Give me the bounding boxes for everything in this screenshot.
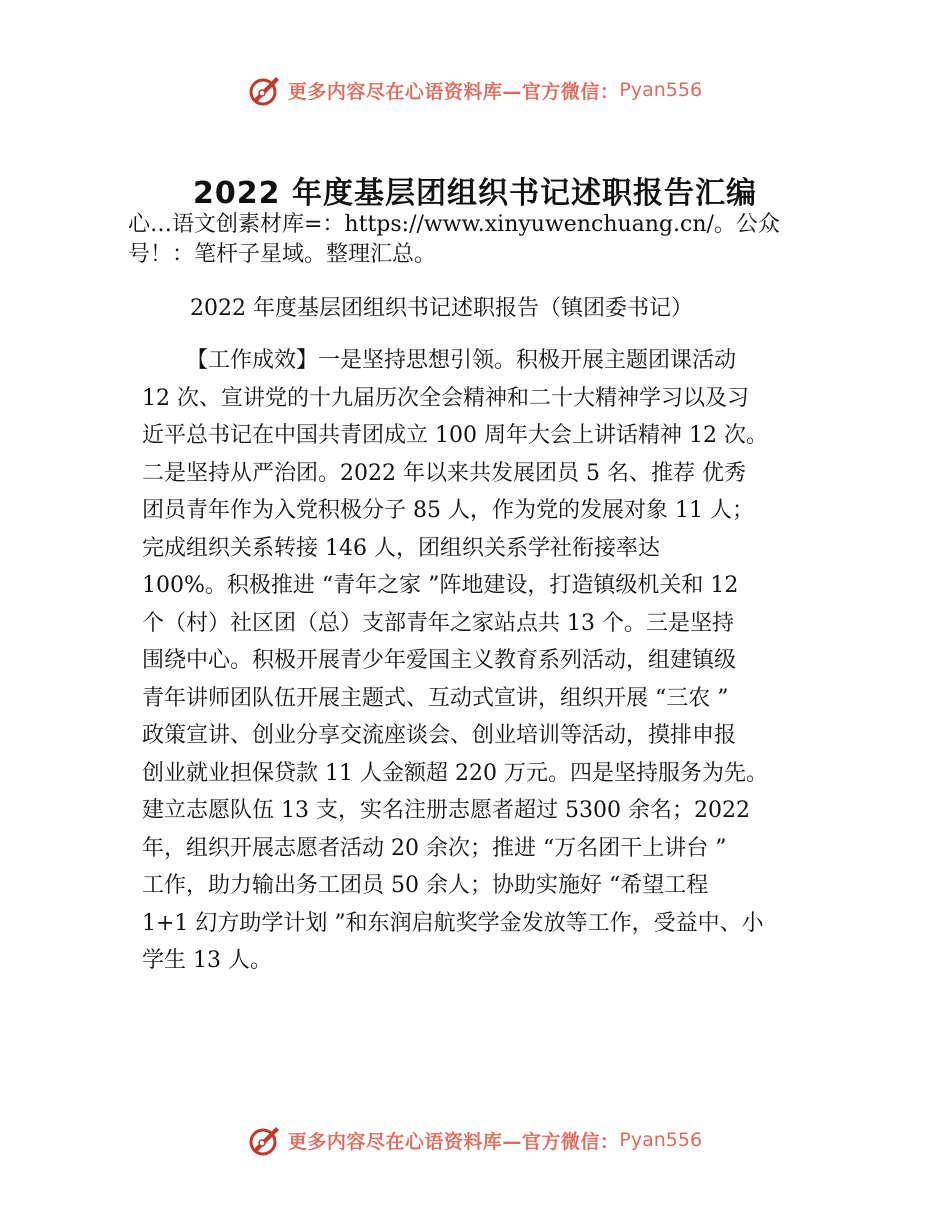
body-line: 政策宣讲、创业分享交流座谈会、创业培训等活动，摸排申报 [142, 723, 737, 748]
body-line: 【工作成效】一是坚持思想引领。积极开展主题团课活动 [186, 348, 737, 373]
body-line: 建立志愿队伍 13 支，实名注册志愿者超过 5300 余名；2022 [142, 798, 750, 823]
footer-watermark [0, 1120, 950, 1160]
body-line: 二是坚持从严治团。2022 年以来共发展团员 5 名、推荐 优秀 [142, 460, 746, 486]
body-line: 100%。积极推进 “青年之家 ”阵地建设，打造镇级机关和 12 [142, 573, 739, 598]
body-line: 年，组织开展志愿者活动 20 余次；推进 “万名团干上讲台 ” [142, 835, 727, 861]
report-subtitle: 2022 年度基层团组织书记述职报告（镇团委书记） [190, 296, 693, 321]
body-line: 创业就业担保贷款 11 人金额超 220 万元。四是坚持服务为先。 [142, 760, 768, 786]
body-line: 1+1 幻方助学计划 ”和东润启航奖学金发放等工作，受益中、小 [142, 910, 764, 936]
watermark-contact: Pyan556 [619, 1129, 703, 1151]
body-line: 围绕中心。积极开展青少年爱国主义教育系列活动，组建镇级 [142, 648, 737, 673]
body-line: 12 次、宣讲党的十九届历次全会精神和二十大精神学习以及习 [142, 385, 749, 411]
report-body [142, 342, 842, 980]
body-line: 工作，助力输出务工团员 50 余人；协助实施好 “希望工程 [142, 873, 709, 898]
body-line: 青年讲师团队伍开展主题式、互动式宣讲，组织开展 “三农 ” [142, 685, 729, 711]
pen-logo-icon [248, 73, 282, 107]
pen-logo-icon [248, 1123, 282, 1157]
body-line: 学生 13 人。 [142, 948, 272, 973]
source-note-line-1: 心…语文创素材库=：https://www.xinyuwenchuang.cn/。公众 [128, 212, 780, 237]
document-title: 2022 年度基层团组织书记述职报告汇编 [193, 176, 757, 211]
watermark-text: 更多内容尽在心语资料库—官方微信： [287, 1130, 620, 1153]
watermark-text: 更多内容尽在心语资料库—官方微信： [287, 80, 620, 103]
body-line: 近平总书记在中国共青团成立 100 周年大会上讲话精神 12 次。 [142, 423, 768, 448]
watermark-contact: Pyan556 [619, 79, 703, 101]
source-note-line-2: 号！：笔杆子星域。整理汇总。 [128, 242, 437, 267]
body-line: 完成组织关系转接 146 人，团组织关系学社衔接率达 [142, 535, 660, 561]
source-note [128, 210, 828, 270]
header-watermark [0, 70, 950, 110]
body-line: 个（村）社区团（总）支部青年之家站点共 13 个。三是坚持 [142, 610, 734, 636]
body-line: 团员青年作为入党积极分子 85 人，作为党的发展对象 11 人； [142, 498, 754, 523]
